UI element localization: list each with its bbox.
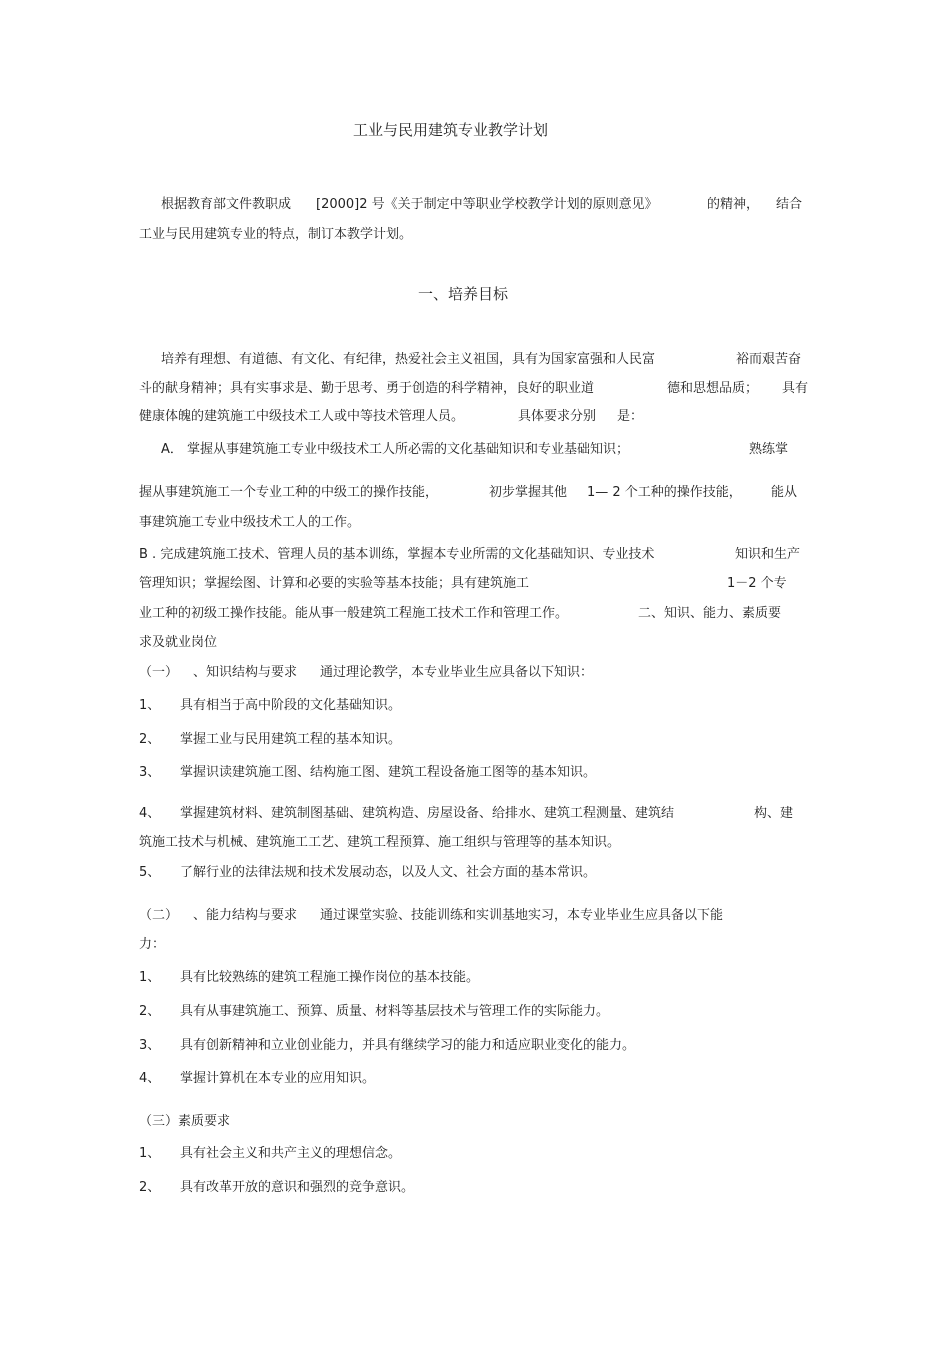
goal-text: 具体要求分别 — [518, 409, 597, 424]
list-item-number: 4、 — [139, 806, 161, 821]
subsection-desc: 通过课堂实验、技能训练和实训基地实习，本专业毕业生应具备以下能 — [320, 908, 724, 923]
list-item-text: 构、建 — [754, 806, 794, 821]
intro-text: [2000]2 号《关于制定中等职业学校教学计划的原则意见》 — [316, 197, 658, 212]
goal-text: 德和思想品质； — [667, 381, 759, 396]
list-item-number: 1、 — [139, 970, 161, 985]
list-item-number: 2、 — [139, 1180, 161, 1195]
intro-text: 结合 — [776, 197, 803, 212]
list-item-number: 3、 — [139, 1038, 161, 1053]
list-item-number: 2、 — [139, 732, 161, 747]
list-item-text: 具有从事建筑施工、预算、质量、材料等基层技术与管理工作的实际能力。 — [180, 1004, 610, 1019]
intro-text: 根据教育部文件教职成 — [161, 197, 292, 212]
subsection-label: （二） — [139, 908, 179, 923]
subsection-title: （三）素质要求 — [139, 1114, 231, 1129]
intro-text: 的精神， — [707, 197, 760, 212]
goal-item-text: 求及就业岗位 — [139, 635, 218, 650]
list-item-number: 1、 — [139, 698, 161, 713]
goal-item-text: 二、知识、能力、素质要 — [638, 606, 782, 621]
subsection-desc: 通过理论教学，本专业毕业生应具备以下知识： — [320, 665, 594, 680]
goal-text: 斗的献身精神；具有实事求是、勤于思考、勇于创造的科学精神，良好的职业道 — [139, 381, 595, 396]
list-item-text: 掌握工业与民用建筑工程的基本知识。 — [180, 732, 402, 747]
list-item-number: 1、 — [139, 1146, 161, 1161]
list-item-text: 具有社会主义和共产主义的理想信念。 — [180, 1146, 402, 1161]
list-item-text: 掌握识读建筑施工图、结构施工图、建筑工程设备施工图等的基本知识。 — [180, 765, 597, 780]
goal-item-text: 业工种的初级工操作技能。能从事一般建筑工程施工技术工作和管理工作。 — [139, 606, 569, 621]
goal-item-text: 初步掌握其他 — [489, 485, 568, 500]
goal-text: 裕而艰苦奋 — [736, 352, 802, 367]
goal-item-text: 知识和生产 — [735, 547, 801, 562]
list-item-number: 4、 — [139, 1071, 161, 1086]
subsection-label: （一） — [139, 665, 179, 680]
goal-text: 具有 — [782, 381, 809, 396]
list-item-text: 具有相当于高中阶段的文化基础知识。 — [180, 698, 402, 713]
subsection-desc: 力： — [139, 937, 166, 952]
goal-item-text: 能从 — [771, 485, 798, 500]
goal-text: 健康体魄的建筑施工中级技术工人或中等技术管理人员。 — [139, 409, 465, 424]
section-heading: 一、培养目标 — [418, 285, 509, 303]
list-item-text: 了解行业的法律法规和技术发展动态，以及人文、社会方面的基本常识。 — [180, 865, 597, 880]
goal-item-text: 事建筑施工专业中级技术工人的工作。 — [139, 515, 361, 530]
subsection-title: 、能力结构与要求 — [193, 908, 298, 923]
goal-item-text: 1— 2 个工种的操作技能， — [587, 485, 742, 500]
goal-item-text: 1－2 个专 — [727, 576, 787, 591]
goal-text: 是： — [617, 409, 644, 424]
list-item-number: 5、 — [139, 865, 161, 880]
intro-text: 工业与民用建筑专业的特点，制订本教学计划。 — [139, 227, 413, 242]
goal-item-text: 管理知识；掌握绘图、计算和必要的实验等基本技能；具有建筑施工 — [139, 576, 530, 591]
goal-item-text: B . 完成建筑施工技术、管理人员的基本训练，掌握本专业所需的文化基础知识、专业技术 — [139, 547, 655, 562]
list-item-number: 2、 — [139, 1004, 161, 1019]
list-item-text: 具有创新精神和立业创业能力，并具有继续学习的能力和适应职业变化的能力。 — [180, 1038, 636, 1053]
list-item-text: 掌握计算机在本专业的应用知识。 — [180, 1071, 376, 1086]
list-item-number: 3、 — [139, 765, 161, 780]
list-item-text: 筑施工技术与机械、建筑施工工艺、建筑工程预算、施工组织与管理等的基本知识。 — [139, 835, 621, 850]
goal-item-text: 熟练掌 — [749, 442, 789, 457]
list-item-text: 掌握建筑材料、建筑制图基础、建筑构造、房屋设备、给排水、建筑工程测量、建筑结 — [180, 806, 675, 821]
list-item-text: 具有比较熟练的建筑工程施工操作岗位的基本技能。 — [180, 970, 480, 985]
goal-item-text: A． 掌握从事建筑施工专业中级技术工人所必需的文化基础知识和专业基础知识； — [161, 442, 630, 457]
subsection-title: 、知识结构与要求 — [193, 665, 298, 680]
goal-text: 培养有理想、有道德、有文化、有纪律，热爱社会主义祖国，具有为国家富强和人民富 — [161, 352, 656, 367]
list-item-text: 具有改革开放的意识和强烈的竞争意识。 — [180, 1180, 415, 1195]
document-title: 工业与民用建筑专业教学计划 — [353, 121, 549, 139]
goal-item-text: 握从事建筑施工一个专业工种的中级工的操作技能， — [139, 485, 439, 500]
